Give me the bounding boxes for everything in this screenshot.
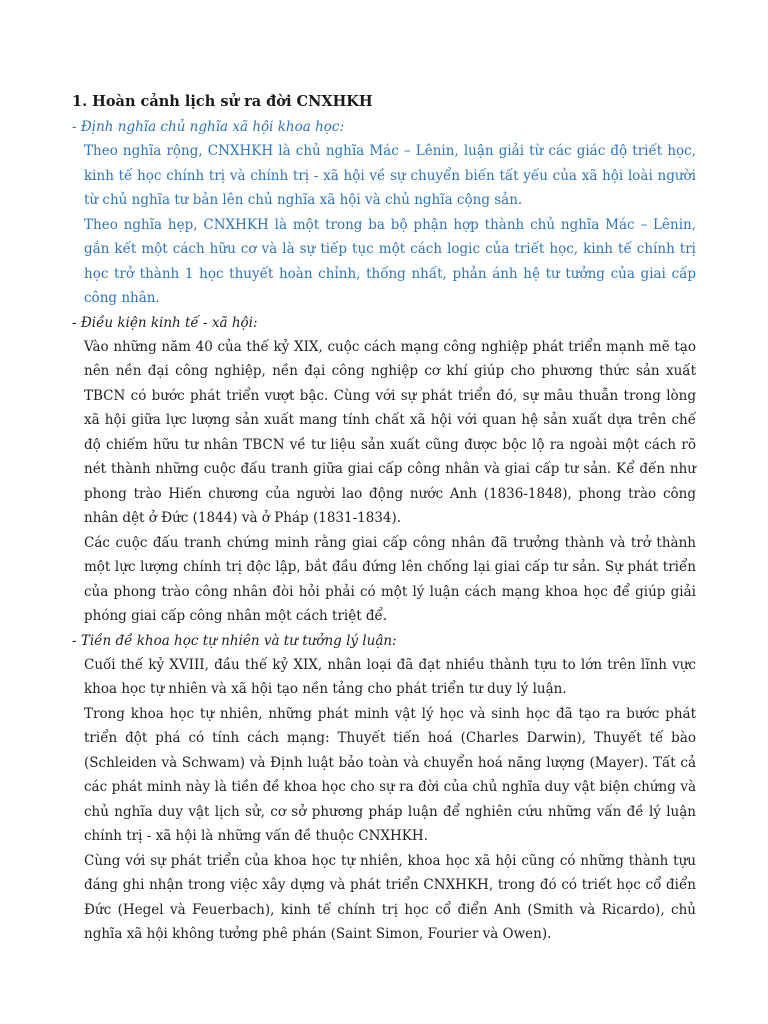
definition-label: - Định nghĩa chủ nghĩa xã hội khoa học:	[72, 119, 345, 135]
definition-narrow-paragraph: Theo nghĩa hẹp, CNXHKH là một trong ba bộ phận hợp thành chủ nghĩa Mác – Lênin, gắn kết một cách hữu cơ và là sự tiếp tục một cách logic của triết học, kinh tế chính trị học trở thành 1 học thuyết hoàn chỉnh, thống nhất, phản ánh hệ tư tưởng của giai cấp công nhân.	[84, 216, 696, 306]
section-heading: 1. Hoàn cảnh lịch sử ra đời CNXHKH	[72, 93, 373, 110]
working-class-struggle-paragraph: Các cuộc đấu tranh chứng minh rằng giai cấp công nhân đã trưởng thành và trở thành một lực lượng chính trị độc lập, bắt đầu đứng lên chống lại giai cấp tư sản. Sự phát triển của phong trào công nhân đòi hỏi phải có một lý luận cách mạng khoa học để giúp giải phóng giai cấp công nhân một cách triệt để.	[84, 534, 696, 624]
scientific-achievements-paragraph: Cuối thế kỷ XVIII, đầu thế kỷ XIX, nhân loại đã đạt nhiều thành tựu to lớn trên lĩnh vực khoa học tự nhiên và xã hội tạo nền tảng cho phát triển tư duy lý luận.	[84, 656, 696, 697]
definition-broad-paragraph: Theo nghĩa rộng, CNXHKH là chủ nghĩa Mác – Lênin, luận giải từ các giác độ triết học, kinh tế học chính trị và chính trị - xã hội về sự chuyển biến tất yếu của xã hội loài người từ chủ nghĩa tư bản lên chủ nghĩa xã hội và chủ nghĩa cộng sản.	[84, 143, 696, 208]
social-science-paragraph: Cùng với sự phát triển của khoa học tự nhiên, khoa học xã hội cũng có những thành tựu đáng ghi nhận trong việc xây dựng và phát triển CNXHKH, trong đó có triết học cổ điển Đức (Hegel và Feuerbach), kinh tế chính trị học cổ điển Anh (Smith và Ricardo), chủ nghĩa xã hội không tưởng phê phán (Saint Simon, Fourier và Owen).	[84, 852, 696, 942]
industrial-revolution-paragraph: Vào những năm 40 của thế kỷ XIX, cuộc cách mạng công nghiệp phát triển mạnh mẽ tạo nên nền đại công nghiệp, nền đại công nghiệp cơ khí giúp cho phương thức sản xuất TBCN có bước phát triển vượt bậc. Cùng với sự phát triển đó, sự mâu thuẫn trong lòng xã hội giữa lực lượng sản xuất mang tính chất xã hội với quan hệ sản xuất dựa trên chế độ chiếm hữu tư nhân TBCN về tư liệu sản xuất cũng được bộc lộ ra ngoài một cách rõ nét thành những cuộc đấu tranh giữa giai cấp công nhân và giai cấp tư sản. Kể đến như phong trào Hiến chương của người lao động nước Anh (1836-1848), phong trào công nhân dệt ở Đức (1844) và ở Pháp (1831-1834).	[84, 338, 696, 526]
socioeconomic-conditions-label: - Điều kiện kinh tế - xã hội:	[72, 314, 258, 331]
scientific-premises-label: - Tiền đề khoa học tự nhiên và tư tưởng lý luận:	[72, 632, 397, 649]
natural-science-paragraph: Trong khoa học tự nhiên, những phát minh vật lý học và sinh học đã tạo ra bước phát triển đột phá có tính cách mạng: Thuyết tiến hoá (Charles Darwin), Thuyết tế bào (Schleiden và Schwam) và Định luật bảo toàn và chuyển hoá năng lượng (Mayer). Tất cả các phát minh này là tiền đề khoa học cho sự ra đời của chủ nghĩa duy vật biện chứng và chủ nghĩa duy vật lịch sử, cơ sở phương pháp luận để nghiên cứu những vấn đề lý luận chính trị - xã hội là những vấn đề thuộc CNXHKH.	[84, 705, 696, 844]
document-body	[72, 91, 696, 947]
